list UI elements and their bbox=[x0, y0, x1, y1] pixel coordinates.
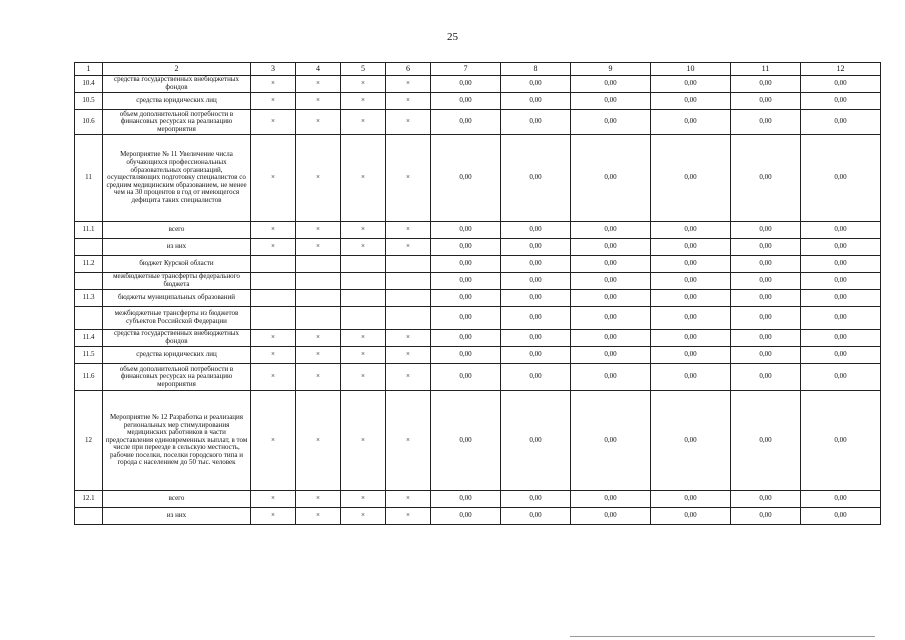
value-cell: 0,00 bbox=[731, 330, 801, 347]
row-number-cell: 11.3 bbox=[75, 290, 103, 307]
value-cell: 0,00 bbox=[801, 347, 881, 364]
mark-cell: × bbox=[251, 491, 296, 508]
mark-cell: × bbox=[251, 347, 296, 364]
value-cell: 0,00 bbox=[571, 391, 651, 491]
mark-cell bbox=[341, 290, 386, 307]
header-cell: 9 bbox=[571, 63, 651, 76]
row-number-cell: 12.1 bbox=[75, 491, 103, 508]
mark-cell: × bbox=[386, 391, 431, 491]
value-cell: 0,00 bbox=[651, 273, 731, 290]
mark-cell: × bbox=[251, 135, 296, 222]
row-number-cell: 11.2 bbox=[75, 256, 103, 273]
value-cell: 0,00 bbox=[731, 273, 801, 290]
value-cell: 0,00 bbox=[801, 110, 881, 135]
value-cell: 0,00 bbox=[801, 273, 881, 290]
value-cell: 0,00 bbox=[651, 491, 731, 508]
header-cell: 3 bbox=[251, 63, 296, 76]
row-name-cell: бюджет Курской области bbox=[103, 256, 251, 273]
value-cell: 0,00 bbox=[651, 290, 731, 307]
value-cell: 0,00 bbox=[801, 290, 881, 307]
value-cell: 0,00 bbox=[731, 93, 801, 110]
value-cell: 0,00 bbox=[501, 76, 571, 93]
value-cell: 0,00 bbox=[801, 307, 881, 330]
mark-cell: × bbox=[251, 391, 296, 491]
table-row bbox=[75, 391, 881, 491]
row-name-cell: средства государственных внебюджетных фондов bbox=[103, 76, 251, 93]
mark-cell: × bbox=[341, 110, 386, 135]
table-row bbox=[75, 347, 881, 364]
header-cell: 4 bbox=[296, 63, 341, 76]
value-cell: 0,00 bbox=[501, 273, 571, 290]
value-cell: 0,00 bbox=[501, 330, 571, 347]
value-cell: 0,00 bbox=[651, 347, 731, 364]
value-cell: 0,00 bbox=[501, 491, 571, 508]
value-cell: 0,00 bbox=[431, 307, 501, 330]
value-cell: 0,00 bbox=[501, 508, 571, 525]
mark-cell bbox=[296, 307, 341, 330]
value-cell: 0,00 bbox=[651, 93, 731, 110]
row-number-cell: 11.6 bbox=[75, 364, 103, 391]
value-cell: 0,00 bbox=[571, 222, 651, 239]
mark-cell: × bbox=[251, 110, 296, 135]
mark-cell: × bbox=[296, 347, 341, 364]
table-row bbox=[75, 273, 881, 290]
row-name-cell: объем дополнительной потребности в финансовых ресурсах на реализацию мероприятия bbox=[103, 110, 251, 135]
mark-cell: × bbox=[296, 391, 341, 491]
row-name-cell: средства государственных внебюджетных фондов bbox=[103, 330, 251, 347]
mark-cell: × bbox=[386, 347, 431, 364]
mark-cell: × bbox=[341, 93, 386, 110]
row-number-cell bbox=[75, 508, 103, 525]
mark-cell: × bbox=[296, 110, 341, 135]
value-cell: 0,00 bbox=[501, 364, 571, 391]
value-cell: 0,00 bbox=[571, 273, 651, 290]
row-name-cell: средства юридических лиц bbox=[103, 93, 251, 110]
value-cell: 0,00 bbox=[431, 508, 501, 525]
value-cell: 0,00 bbox=[801, 391, 881, 491]
mark-cell: × bbox=[251, 93, 296, 110]
value-cell: 0,00 bbox=[801, 508, 881, 525]
table-row bbox=[75, 330, 881, 347]
value-cell: 0,00 bbox=[431, 239, 501, 256]
value-cell: 0,00 bbox=[651, 391, 731, 491]
table-row bbox=[75, 307, 881, 330]
mark-cell: × bbox=[386, 222, 431, 239]
row-number-cell bbox=[75, 307, 103, 330]
mark-cell bbox=[296, 256, 341, 273]
value-cell: 0,00 bbox=[571, 239, 651, 256]
value-cell: 0,00 bbox=[651, 135, 731, 222]
mark-cell: × bbox=[251, 330, 296, 347]
value-cell: 0,00 bbox=[731, 256, 801, 273]
row-number-cell: 12 bbox=[75, 391, 103, 491]
value-cell: 0,00 bbox=[571, 508, 651, 525]
header-cell: 1 bbox=[75, 63, 103, 76]
table-row bbox=[75, 290, 881, 307]
mark-cell: × bbox=[296, 76, 341, 93]
mark-cell bbox=[341, 273, 386, 290]
table-row bbox=[75, 239, 881, 256]
header-cell: 7 bbox=[431, 63, 501, 76]
value-cell: 0,00 bbox=[571, 256, 651, 273]
mark-cell: × bbox=[341, 239, 386, 256]
mark-cell: × bbox=[341, 347, 386, 364]
value-cell: 0,00 bbox=[651, 364, 731, 391]
value-cell: 0,00 bbox=[651, 330, 731, 347]
value-cell: 0,00 bbox=[731, 222, 801, 239]
mark-cell: × bbox=[296, 93, 341, 110]
value-cell: 0,00 bbox=[571, 110, 651, 135]
row-name-cell: Мероприятие № 11 Увеличение числа обучающихся профессиональных образовательных организаций, осуществляющих подготовку специалистов со средним медицинским образованием, не менее чем на 30 процентов в год от имеющегося дефицита таких специалистов bbox=[103, 135, 251, 222]
table-row bbox=[75, 508, 881, 525]
row-name-cell: всего bbox=[103, 491, 251, 508]
mark-cell bbox=[251, 273, 296, 290]
header-cell: 12 bbox=[801, 63, 881, 76]
value-cell: 0,00 bbox=[431, 290, 501, 307]
mark-cell: × bbox=[341, 364, 386, 391]
table-row bbox=[75, 256, 881, 273]
mark-cell: × bbox=[296, 364, 341, 391]
value-cell: 0,00 bbox=[431, 93, 501, 110]
mark-cell: × bbox=[341, 330, 386, 347]
mark-cell bbox=[296, 290, 341, 307]
row-name-cell: объем дополнительной потребности в финансовых ресурсах на реализацию мероприятия bbox=[103, 364, 251, 391]
value-cell: 0,00 bbox=[571, 307, 651, 330]
header-cell: 5 bbox=[341, 63, 386, 76]
mark-cell: × bbox=[251, 239, 296, 256]
value-cell: 0,00 bbox=[501, 290, 571, 307]
mark-cell: × bbox=[251, 76, 296, 93]
mark-cell bbox=[251, 307, 296, 330]
row-number-cell bbox=[75, 239, 103, 256]
value-cell: 0,00 bbox=[501, 110, 571, 135]
mark-cell: × bbox=[296, 222, 341, 239]
row-name-cell: средства юридических лиц bbox=[103, 347, 251, 364]
table-row bbox=[75, 364, 881, 391]
value-cell: 0,00 bbox=[431, 110, 501, 135]
mark-cell: × bbox=[341, 508, 386, 525]
mark-cell: × bbox=[386, 110, 431, 135]
value-cell: 0,00 bbox=[731, 491, 801, 508]
header-cell: 2 bbox=[103, 63, 251, 76]
row-name-cell: межбюджетные трансферты из бюджетов субъектов Российской Федерации bbox=[103, 307, 251, 330]
row-number-cell: 10.6 bbox=[75, 110, 103, 135]
mark-cell: × bbox=[296, 135, 341, 222]
header-cell: 11 bbox=[731, 63, 801, 76]
value-cell: 0,00 bbox=[501, 93, 571, 110]
value-cell: 0,00 bbox=[571, 93, 651, 110]
value-cell: 0,00 bbox=[731, 347, 801, 364]
value-cell: 0,00 bbox=[801, 491, 881, 508]
value-cell: 0,00 bbox=[501, 256, 571, 273]
value-cell: 0,00 bbox=[571, 491, 651, 508]
table-body bbox=[75, 63, 881, 525]
mark-cell: × bbox=[296, 239, 341, 256]
table-row bbox=[75, 491, 881, 508]
value-cell: 0,00 bbox=[651, 508, 731, 525]
value-cell: 0,00 bbox=[651, 239, 731, 256]
value-cell: 0,00 bbox=[801, 364, 881, 391]
mark-cell bbox=[251, 256, 296, 273]
value-cell: 0,00 bbox=[431, 76, 501, 93]
mark-cell: × bbox=[386, 491, 431, 508]
mark-cell: × bbox=[386, 135, 431, 222]
mark-cell bbox=[386, 290, 431, 307]
mark-cell: × bbox=[251, 508, 296, 525]
mark-cell bbox=[386, 307, 431, 330]
value-cell: 0,00 bbox=[801, 93, 881, 110]
value-cell: 0,00 bbox=[571, 76, 651, 93]
header-cell: 8 bbox=[501, 63, 571, 76]
footer-line bbox=[570, 636, 875, 637]
header-cell: 6 bbox=[386, 63, 431, 76]
row-number-cell bbox=[75, 273, 103, 290]
mark-cell bbox=[386, 256, 431, 273]
value-cell: 0,00 bbox=[731, 364, 801, 391]
value-cell: 0,00 bbox=[571, 364, 651, 391]
mark-cell: × bbox=[386, 76, 431, 93]
mark-cell bbox=[251, 290, 296, 307]
table-row bbox=[75, 222, 881, 239]
mark-cell: × bbox=[296, 330, 341, 347]
header-cell: 10 bbox=[651, 63, 731, 76]
value-cell: 0,00 bbox=[731, 290, 801, 307]
table-row bbox=[75, 76, 881, 93]
value-cell: 0,00 bbox=[431, 256, 501, 273]
row-number-cell: 11.1 bbox=[75, 222, 103, 239]
row-number-cell: 10.4 bbox=[75, 76, 103, 93]
value-cell: 0,00 bbox=[501, 222, 571, 239]
mark-cell: × bbox=[386, 93, 431, 110]
mark-cell: × bbox=[341, 76, 386, 93]
page-number: 25 bbox=[447, 31, 458, 43]
row-number-cell: 11 bbox=[75, 135, 103, 222]
table-row bbox=[75, 135, 881, 222]
row-name-cell: всего bbox=[103, 222, 251, 239]
value-cell: 0,00 bbox=[801, 135, 881, 222]
row-name-cell: из них bbox=[103, 508, 251, 525]
row-number-cell: 10.5 bbox=[75, 93, 103, 110]
value-cell: 0,00 bbox=[501, 391, 571, 491]
mark-cell: × bbox=[386, 364, 431, 391]
value-cell: 0,00 bbox=[571, 347, 651, 364]
mark-cell: × bbox=[341, 135, 386, 222]
value-cell: 0,00 bbox=[501, 307, 571, 330]
value-cell: 0,00 bbox=[801, 239, 881, 256]
mark-cell: × bbox=[341, 491, 386, 508]
value-cell: 0,00 bbox=[431, 391, 501, 491]
row-name-cell: из них bbox=[103, 239, 251, 256]
value-cell: 0,00 bbox=[571, 135, 651, 222]
value-cell: 0,00 bbox=[651, 256, 731, 273]
value-cell: 0,00 bbox=[431, 491, 501, 508]
value-cell: 0,00 bbox=[431, 222, 501, 239]
value-cell: 0,00 bbox=[801, 256, 881, 273]
row-number-cell: 11.5 bbox=[75, 347, 103, 364]
value-cell: 0,00 bbox=[501, 347, 571, 364]
row-number-cell: 11.4 bbox=[75, 330, 103, 347]
value-cell: 0,00 bbox=[731, 307, 801, 330]
row-name-cell: бюджеты муниципальных образований bbox=[103, 290, 251, 307]
value-cell: 0,00 bbox=[431, 330, 501, 347]
value-cell: 0,00 bbox=[731, 391, 801, 491]
mark-cell bbox=[296, 273, 341, 290]
mark-cell: × bbox=[341, 222, 386, 239]
value-cell: 0,00 bbox=[651, 110, 731, 135]
value-cell: 0,00 bbox=[431, 135, 501, 222]
value-cell: 0,00 bbox=[801, 330, 881, 347]
value-cell: 0,00 bbox=[571, 330, 651, 347]
value-cell: 0,00 bbox=[731, 239, 801, 256]
mark-cell: × bbox=[386, 508, 431, 525]
value-cell: 0,00 bbox=[801, 222, 881, 239]
value-cell: 0,00 bbox=[431, 273, 501, 290]
mark-cell: × bbox=[386, 330, 431, 347]
table-row bbox=[75, 93, 881, 110]
mark-cell: × bbox=[296, 508, 341, 525]
mark-cell: × bbox=[296, 491, 341, 508]
value-cell: 0,00 bbox=[651, 76, 731, 93]
row-name-cell: межбюджетные трансферты федерального бюджета bbox=[103, 273, 251, 290]
mark-cell: × bbox=[251, 222, 296, 239]
mark-cell: × bbox=[251, 364, 296, 391]
table-row bbox=[75, 110, 881, 135]
value-cell: 0,00 bbox=[651, 222, 731, 239]
mark-cell: × bbox=[341, 391, 386, 491]
value-cell: 0,00 bbox=[731, 135, 801, 222]
mark-cell bbox=[386, 273, 431, 290]
header-row bbox=[75, 63, 881, 76]
budget-table bbox=[74, 62, 881, 525]
value-cell: 0,00 bbox=[731, 110, 801, 135]
value-cell: 0,00 bbox=[501, 135, 571, 222]
mark-cell bbox=[341, 256, 386, 273]
value-cell: 0,00 bbox=[431, 364, 501, 391]
value-cell: 0,00 bbox=[731, 508, 801, 525]
value-cell: 0,00 bbox=[651, 307, 731, 330]
row-name-cell: Мероприятие № 12 Разработка и реализация региональных мер стимулирования медицинских работников в части предоставления единовременных выплат, в том числе при переезде в сельскую местность, рабочие поселки, поселки городского типа и города с населением до 50 тыс. человек bbox=[103, 391, 251, 491]
mark-cell: × bbox=[386, 239, 431, 256]
value-cell: 0,00 bbox=[801, 76, 881, 93]
value-cell: 0,00 bbox=[431, 347, 501, 364]
value-cell: 0,00 bbox=[501, 239, 571, 256]
value-cell: 0,00 bbox=[571, 290, 651, 307]
value-cell: 0,00 bbox=[731, 76, 801, 93]
mark-cell bbox=[341, 307, 386, 330]
